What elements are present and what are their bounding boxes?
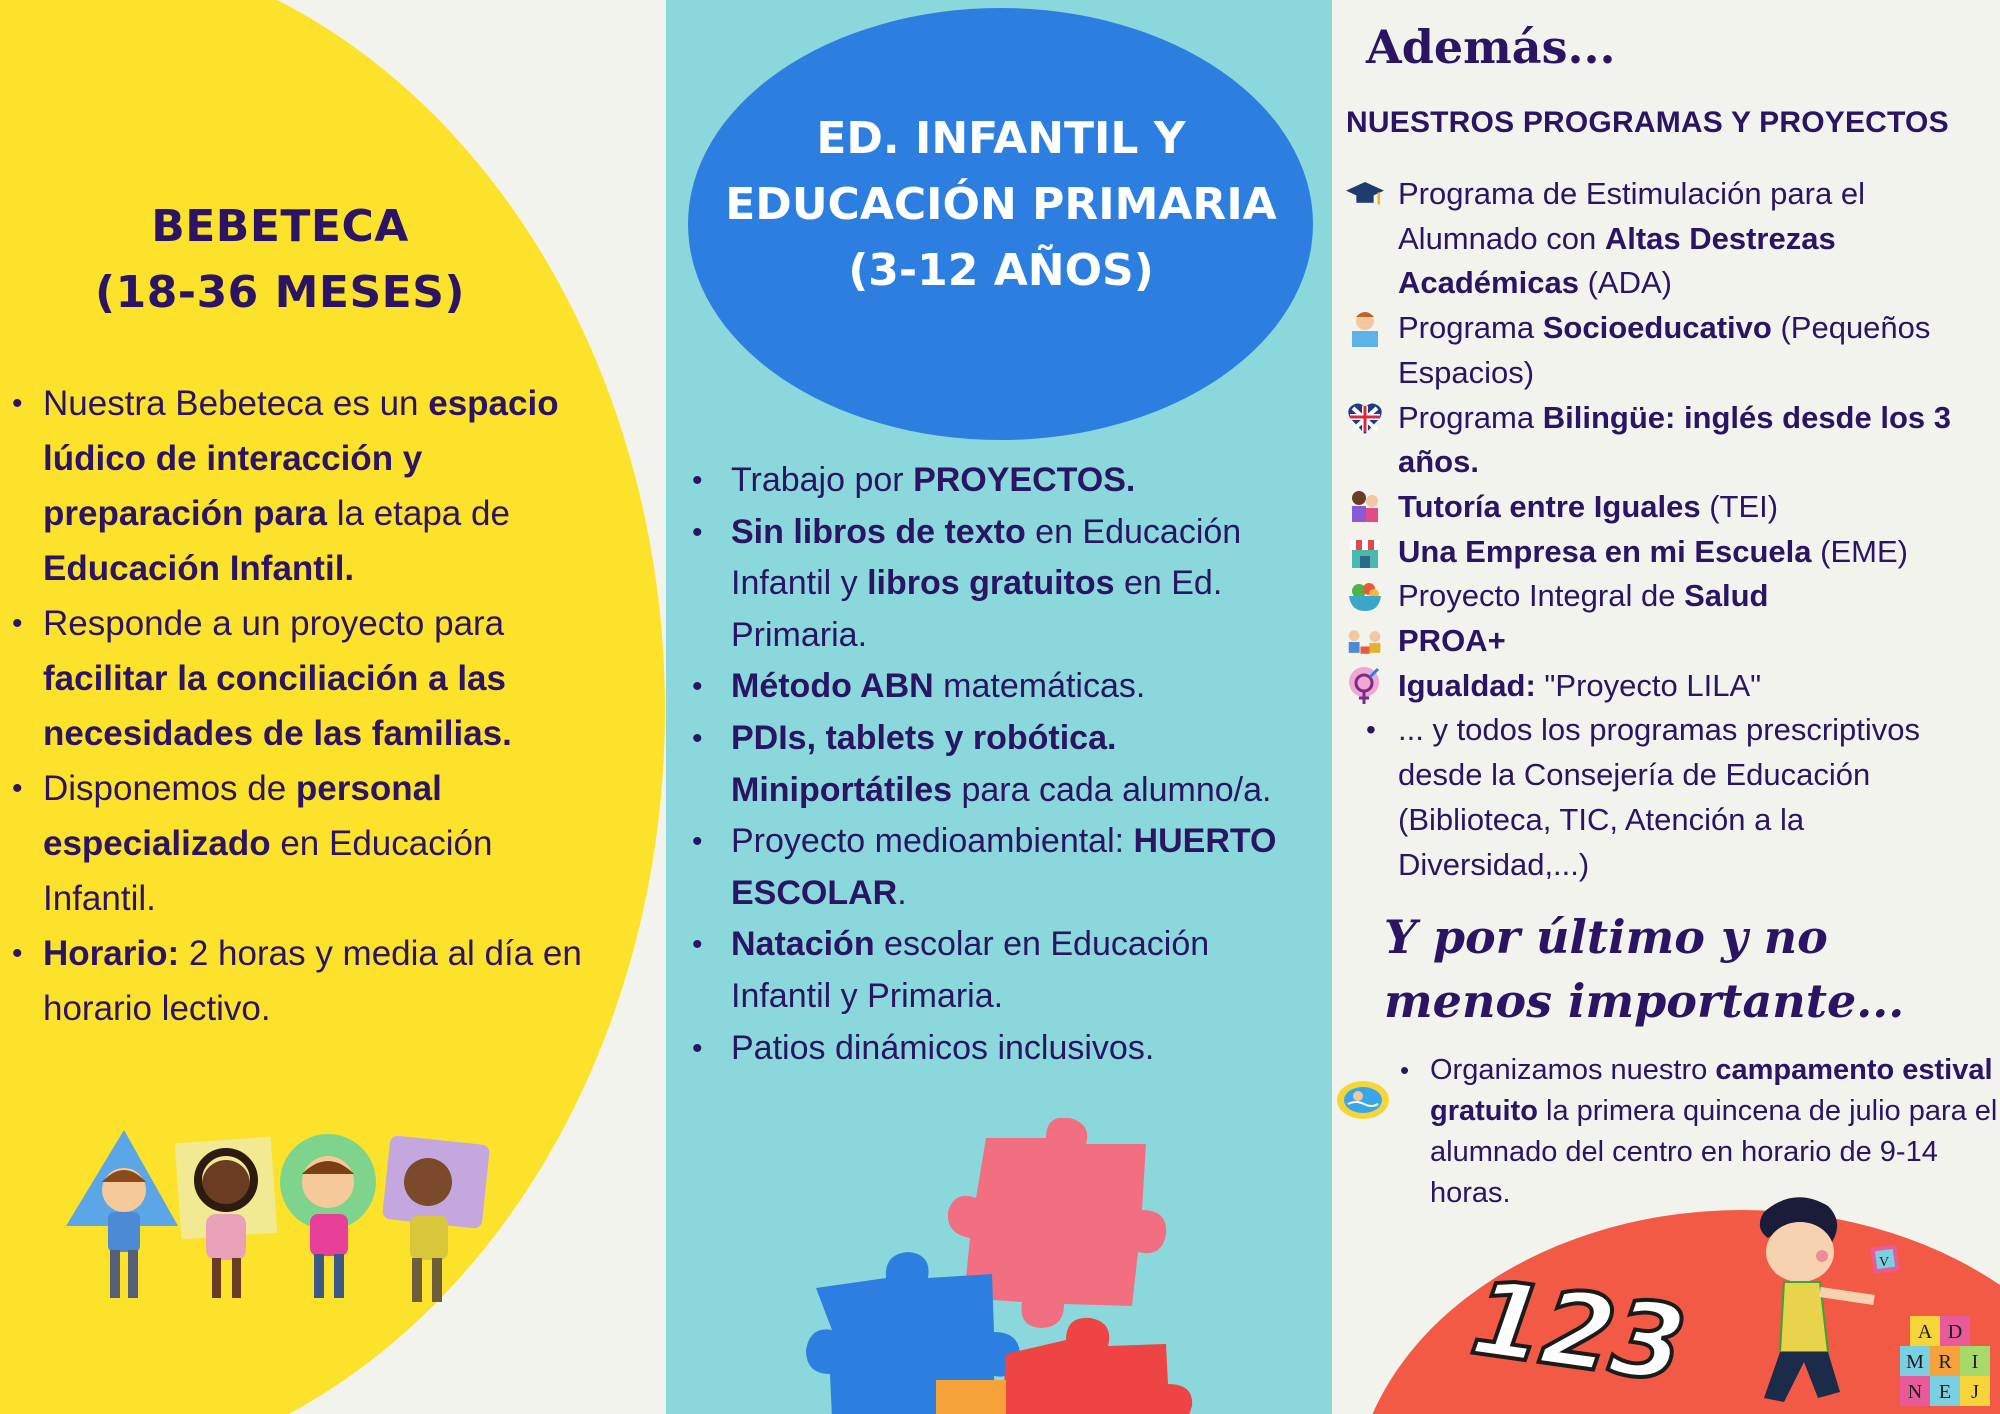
- bebeteca-panel: [0, 0, 666, 1414]
- list-item: • Proyecto medioambiental: HUERTO ESCOLAR.: [692, 816, 1312, 919]
- list-item: • Sin libros de texto en Educación Infantil y libros gratuitos en Ed. Primaria.: [692, 507, 1312, 662]
- puzzle-pieces-illustration: [796, 1118, 1216, 1414]
- number-art: 123: [1464, 1255, 1691, 1407]
- list-item: • Método ABN matemáticas.: [692, 661, 1312, 713]
- block-letter: A: [1917, 1321, 1933, 1343]
- list-item: PROA+: [1342, 619, 1992, 664]
- block-letter: V: [1878, 1255, 1890, 1270]
- ademas-heading: Además...: [1366, 20, 1616, 74]
- list-item: • Natación escolar en Educación Infantil y Primaria.: [692, 919, 1312, 1022]
- list-item: Programa Socioeducativo (Pequeños Espacios): [1342, 306, 1992, 395]
- list-item: • Responde a un proyecto para facilitar la conciliación a las necesidades de las familias.: [12, 596, 602, 761]
- camp-text: • Organizamos nuestro campamento estival gratuito la primera quincena de julio para el alumnado del centro en horario de 9-14 horas.: [1400, 1050, 2000, 1214]
- block-letter: R: [1938, 1351, 1952, 1373]
- list-item: Tutoría entre Iguales (TEI): [1342, 485, 1992, 530]
- kids-tutoring-icon: [1346, 489, 1384, 527]
- bebeteca-title: BEBETECA: [151, 201, 409, 252]
- list-item: • PDIs, tablets y robótica. Miniportátiles para cada alumno/a.: [692, 713, 1312, 816]
- list-item: • Nuestra Bebeteca es un espacio lúdico de interacción y preparación para la etapa de Educación Infantil.: [12, 376, 602, 596]
- list-item: • Horario: 2 horas y media al día en horario lectivo.: [12, 926, 602, 1036]
- primaria-title: ED. INFANTIL Y EDUCACIÓN PRIMARIA (3-12 AÑOS): [725, 113, 1277, 296]
- salad-bowl-icon: [1346, 578, 1384, 616]
- final-heading: Y por último y no menos importante...: [1384, 910, 1905, 1028]
- list-item: Una Empresa en mi Escuela (EME): [1342, 530, 1992, 575]
- swimming-pool-icon: [1334, 1076, 1392, 1124]
- graduation-cap-icon: [1346, 176, 1384, 214]
- programs-list: [1342, 172, 1992, 887]
- list-item: • Trabajo por PROYECTOS.: [692, 455, 1312, 507]
- programs-subheading: NUESTROS PROGRAMAS Y PROYECTOS: [1346, 106, 1949, 139]
- programs-panel: [1332, 0, 2000, 1414]
- block-letter: J: [1971, 1381, 1979, 1403]
- bebeteca-list: [12, 376, 602, 1036]
- boy-with-blocks-illustration: [1724, 1192, 1994, 1414]
- children-shapes-illustration: [66, 1130, 506, 1320]
- shop-icon: [1346, 534, 1384, 572]
- uk-flag-heart-icon: [1346, 400, 1384, 438]
- list-item: • ... y todos los programas prescriptivos desde la Consejería de Educación (Biblioteca, TIC, Atención a la Diversidad,...): [1342, 708, 1992, 887]
- list-item: Igualdad: "Proyecto LILA": [1342, 664, 1992, 709]
- letter-blocks: [1900, 1316, 1990, 1406]
- gender-equality-icon: [1346, 668, 1384, 706]
- bebeteca-age-range: (18-36 MESES): [94, 267, 466, 318]
- primaria-panel: [666, 0, 1332, 1414]
- child-reading-icon: [1346, 310, 1384, 348]
- primaria-list: [692, 455, 1312, 1074]
- block-letter: E: [1938, 1381, 1952, 1403]
- block-letter: M: [1906, 1351, 1924, 1373]
- block-letter: N: [1907, 1381, 1923, 1403]
- list-item: Proyecto Integral de Salud: [1342, 574, 1992, 619]
- block-letter: I: [1971, 1351, 1979, 1373]
- list-item: Programa Bilingüe: inglés desde los 3 años.: [1342, 396, 1992, 485]
- kids-playing-icon: [1346, 623, 1384, 661]
- list-item: • Disponemos de personal especializado en Educación Infantil.: [12, 761, 602, 926]
- list-item: Programa de Estimulación para el Alumnado con Altas Destrezas Académicas (ADA): [1342, 172, 1992, 306]
- list-item: • Patios dinámicos inclusivos.: [692, 1023, 1312, 1075]
- block-letter: D: [1947, 1321, 1963, 1343]
